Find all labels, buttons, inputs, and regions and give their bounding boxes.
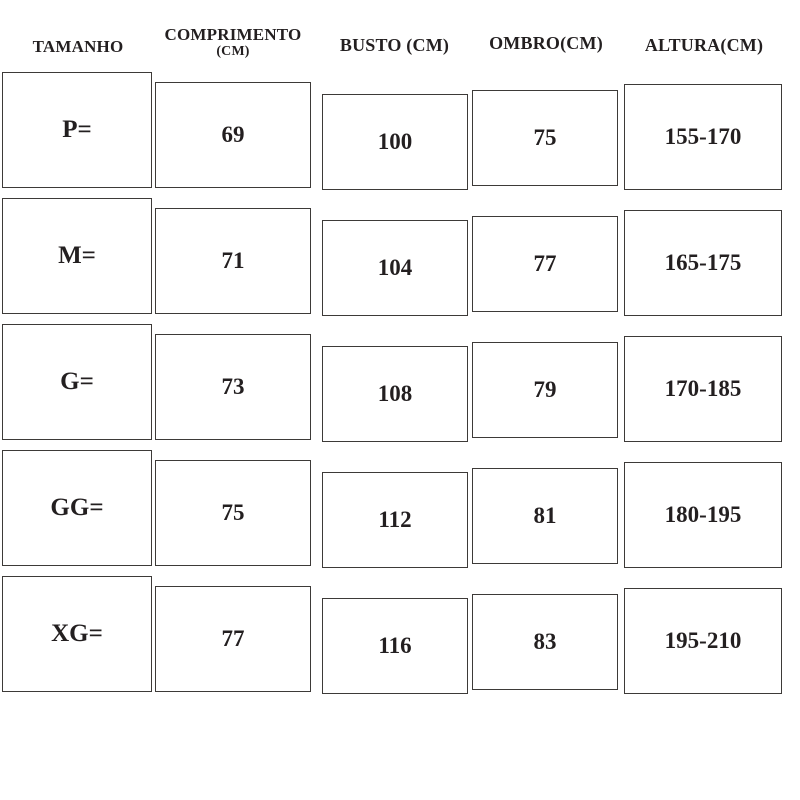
cell-size-0: P=	[2, 72, 152, 188]
column-header-altura	[624, 36, 784, 55]
column-header-ombro	[472, 34, 620, 53]
cell-altura-1: 165-175	[624, 210, 782, 316]
cell-busto-0: 100	[322, 94, 468, 190]
cell-altura-3: 180-195	[624, 462, 782, 568]
column-header-busto	[322, 36, 467, 55]
column-header-row	[0, 0, 800, 72]
column-header-comprimento-label: COMPRIMENTO	[164, 25, 302, 44]
cell-busto-4: 116	[322, 598, 468, 694]
cell-comprimento-1: 71	[155, 208, 311, 314]
cell-busto-1: 104	[322, 220, 468, 316]
cell-altura-4: 195-210	[624, 588, 782, 694]
column-header-comprimento	[148, 26, 318, 59]
cell-size-1: M=	[2, 198, 152, 314]
column-header-busto-label: BUSTO (CM)	[339, 35, 450, 55]
cell-size-2: G=	[2, 324, 152, 440]
cell-comprimento-4: 77	[155, 586, 311, 692]
column-header-tamanho-label: TAMANHO	[32, 37, 124, 56]
cell-comprimento-3: 75	[155, 460, 311, 566]
cell-ombro-3: 81	[472, 468, 618, 564]
cell-altura-0: 155-170	[624, 84, 782, 190]
column-header-comprimento-sub: (CM)	[216, 44, 250, 60]
cell-ombro-1: 77	[472, 216, 618, 312]
cell-size-3: GG=	[2, 450, 152, 566]
cell-ombro-4: 83	[472, 594, 618, 690]
cell-size-4: XG=	[2, 576, 152, 692]
cell-ombro-2: 79	[472, 342, 618, 438]
cell-comprimento-2: 73	[155, 334, 311, 440]
cell-altura-2: 170-185	[624, 336, 782, 442]
column-header-ombro-label: OMBRO(CM)	[489, 33, 603, 53]
column-header-altura-label: ALTURA(CM)	[644, 35, 764, 55]
cell-busto-2: 108	[322, 346, 468, 442]
cell-comprimento-0: 69	[155, 82, 311, 188]
cell-busto-3: 112	[322, 472, 468, 568]
cell-ombro-0: 75	[472, 90, 618, 186]
column-header-tamanho	[2, 38, 154, 56]
